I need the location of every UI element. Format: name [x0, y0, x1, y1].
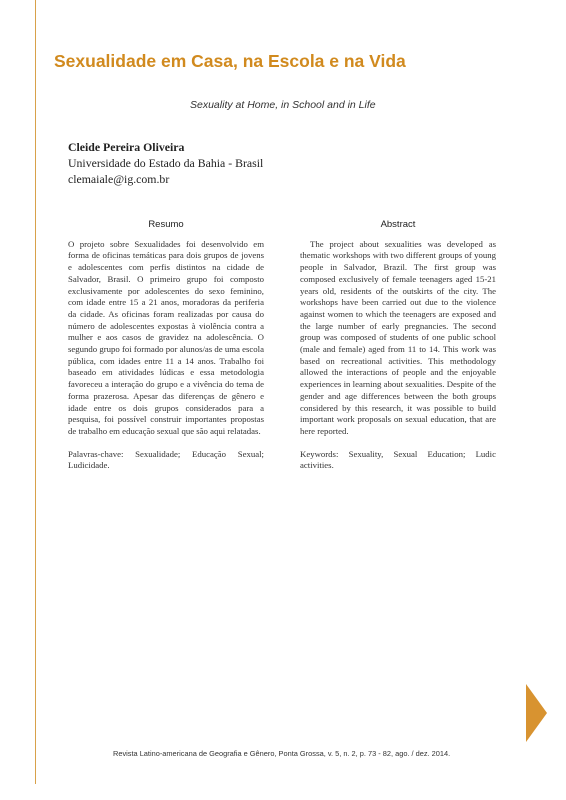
resumo-body: O projeto sobre Sexualidades foi desenvolvido em forma de oficinas temáticas para dois grupos de jovens e adolescentes com perfis distintos na cidade de Salvador, Brasil. O primeiro grupo foi composto exclusivamente por adolescentes do sexo feminino, com idade entre 15 a 21 anos, moradoras da periferia da cidade. As oficinas foram realizadas por causa do número de adolescentes expostas à violência contra a mulher e aos casos de gravidez na adolescência. O segundo grupo foi formado por alunos/as de uma escola pública, com idades entre 11 a 14 anos. Trabalho foi baseado em atividades lúdicas e essa metodologia favoreceu a interação do grupo e a vivência do tema de forma prazerosa. Apesar das diferenças de gênero e idade entre os dois grupos considerados para a pesquisa, foi possível construir importantes propostas de trabalho em educação sexual que são aqui relatadas. — [68, 238, 264, 436]
journal-citation: Revista Latino-americana de Geografia e Gênero, Ponta Grossa, v. 5, n. 2, p. 73 - 82, ago. / dez. 2014. — [113, 749, 451, 758]
abstract-heading: Abstract — [380, 219, 416, 230]
abstract-column — [300, 219, 496, 472]
left-margin-rule — [35, 0, 36, 784]
resumo-column — [68, 219, 264, 472]
article-subtitle: Sexuality at Home, in School and in Life — [190, 99, 376, 111]
resumo-heading: Resumo — [148, 219, 184, 230]
author-institution: Universidade do Estado da Bahia - Brasil — [68, 156, 264, 170]
resumo-keywords: Palavras-chave: Sexualidade; Educação Sexual; Ludicidade. — [68, 448, 264, 471]
article-title: Sexualidade em Casa, na Escola e na Vida — [54, 51, 406, 71]
author-email: clemaiale@ig.com.br — [68, 172, 170, 186]
author-block — [68, 139, 263, 187]
abstract-keywords: Keywords: Sexuality, Sexual Education; Ludic activities. — [300, 448, 496, 471]
triangle-right-icon[interactable] — [526, 684, 547, 742]
abstract-body: The project about sexualities was developed as thematic workshops with two different groups of young people in Salvador, Brazil. The first group was composed exclusively of female teenagers aged 15-21 years old, residents of the outskirts of the city. The workshops have been carried out due to the violence against women to which the teenagers are exposed and the large number of early pregnancies. The second group was composed of students of one public school (male and female) aged from 11 to 14. This work was based on recreational activities. This methodology allowed the interactions of people and the enjoyable experiences in learning about sexualities. Despite of the gender and age differences between the both groups considered by this research, it was possible to build important work proposals on sexual education, that are here reported. — [300, 238, 496, 436]
author-name: Cleide Pereira Oliveira — [68, 140, 185, 154]
